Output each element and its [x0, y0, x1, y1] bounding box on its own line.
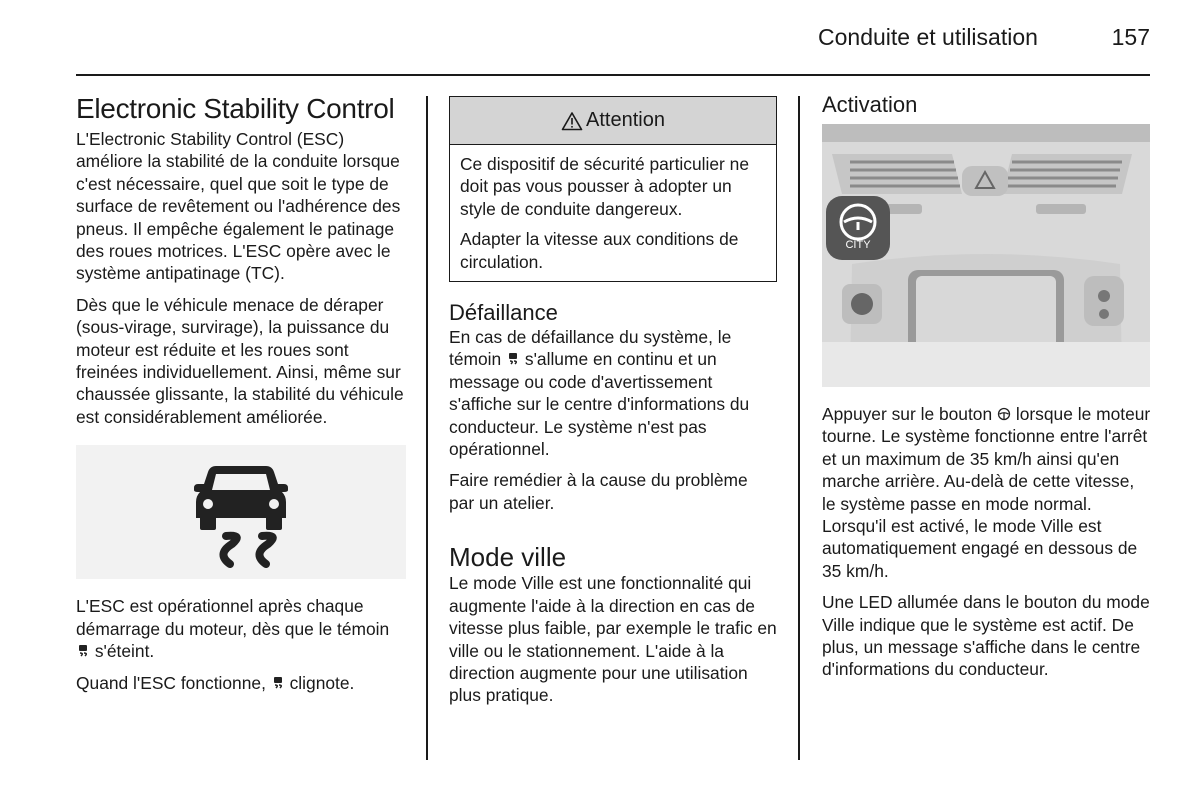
- esc-skid-paragraph: Dès que le véhicule menace de déraper (sous-virage, survirage), la puissance du moteur est réduite et les roues sont freinées individuellement. Ainsi, même sur chaussée glissante, la stabilité du véhicule est considérablement améliorée.: [76, 294, 404, 427]
- esc-intro-paragraph: L'Electronic Stability Control (ESC) améliore la stabilité de la conduite lorsque c'est nécessaire, quel que soit le type de surface de revêtement ou l'adhérence des pneus. Il empêche également le patinage des roues motrices. L'ESC opère avec le système antipatinage (TC).: [76, 129, 401, 284]
- esc-warning-light-icon: [76, 644, 90, 658]
- esc-operational-paragraph: [76, 595, 406, 662]
- warning-triangle-icon: [561, 111, 583, 131]
- city-mode-paragraph: Le mode Ville est une fonctionnalité qui augmente l'aide à la direction en cas de vitesse plus faible, par exemple le trafic en ville ou le stationnement. L'aide à la direction augmente pour une utilisation plus pratique.: [449, 573, 777, 706]
- esc-heading: Electronic Stability Control: [76, 93, 395, 124]
- failure-paragraph-1: [449, 326, 777, 460]
- failure-text-b: s'allume en continu et un message ou code d'avertissement s'affiche sur le centre d'informations du conducteur. Le système n'est pas opérationnel.: [449, 349, 750, 460]
- page-number: 157: [1111, 24, 1150, 50]
- column-warning-failure-city: [449, 96, 777, 716]
- header-rule: [76, 74, 1150, 76]
- column-activation: [822, 92, 1152, 690]
- activation-text-b: lorsque le moteur tourne. Le système fonctionne entre l'arrêt et un maximum de 35 km/h ainsi qu'en marche arrière. Au-delà de cette vitesse, le système passe en mode normal. Lorsqu'il est activé, le mode Ville est automatiquement engagé en dessous de 35 km/h.: [822, 404, 1151, 581]
- esc-blinking-text-b: clignote.: [289, 672, 355, 693]
- activation-paragraph-2: Une LED allumée dans le bouton du mode Ville indique que le système est actif. De plus, un message s'affiche dans le centre d'informations du conducteur.: [822, 592, 1150, 680]
- warning-box: [449, 96, 777, 282]
- activation-text-a: Appuyer sur le bouton: [822, 404, 993, 424]
- warning-header: [450, 97, 776, 145]
- failure-heading: Défaillance: [449, 300, 558, 326]
- warning-text-1: Ce dispositif de sécurité particulier ne doit pas vous pousser à adopter un style de conduite dangereux.: [460, 154, 750, 219]
- column-divider-2: [798, 96, 800, 760]
- activation-heading: Activation: [822, 92, 918, 117]
- page-header-title: Conduite et utilisation: [818, 24, 1038, 50]
- warning-text-2: Adapter la vitesse aux conditions de circulation.: [460, 229, 739, 272]
- esc-warning-light-icon: [271, 676, 285, 690]
- column-esc: [76, 92, 406, 703]
- city-button-label: CITY: [845, 239, 871, 251]
- esc-blinking-text-a: Quand l'ESC fonctionne,: [76, 672, 266, 693]
- failure-paragraph-2: Faire remédier à la cause du problème par un atelier.: [449, 470, 748, 513]
- esc-illustration: [76, 445, 406, 579]
- dashboard-photo: [822, 124, 1150, 387]
- failure-text-a: En cas de défaillance du système, le témoin: [449, 327, 732, 370]
- esc-blinking-paragraph: [76, 672, 406, 694]
- column-divider-1: [426, 96, 428, 760]
- activation-paragraph-1: [822, 403, 1152, 582]
- warning-title: Attention: [586, 109, 665, 131]
- skidding-car-icon: [186, 456, 296, 568]
- steering-wheel-icon: [997, 407, 1011, 421]
- esc-operational-text-a: L'ESC est opérationnel après chaque démarrage du moteur, dès que le témoin: [76, 596, 390, 639]
- esc-operational-text-b: s'éteint.: [94, 641, 155, 662]
- city-mode-heading: Mode ville: [449, 542, 567, 573]
- esc-warning-light-icon: [506, 352, 520, 366]
